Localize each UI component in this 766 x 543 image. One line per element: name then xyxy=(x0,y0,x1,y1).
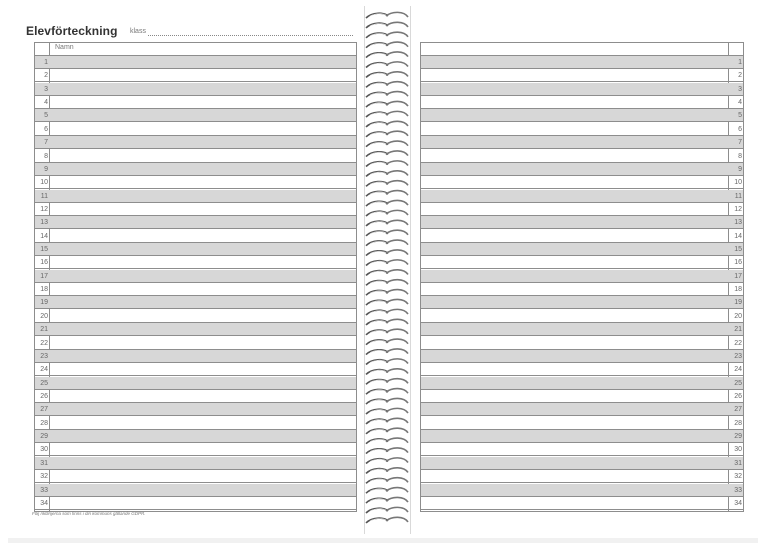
table-row[interactable] xyxy=(421,96,743,109)
table-row[interactable] xyxy=(421,296,743,309)
table-row[interactable] xyxy=(35,377,356,390)
row-number: 5 xyxy=(738,112,742,120)
row-number: 28 xyxy=(40,419,48,427)
spiral-coil xyxy=(366,230,408,236)
table-row[interactable] xyxy=(35,310,356,323)
row-number: 11 xyxy=(734,192,742,200)
row-number: 25 xyxy=(40,379,48,387)
row-number: 31 xyxy=(40,459,48,467)
spiral-coil xyxy=(366,309,408,315)
table-row[interactable] xyxy=(35,270,356,283)
table-row[interactable] xyxy=(35,163,356,176)
spiral-coil xyxy=(366,62,408,68)
table-row[interactable] xyxy=(421,136,743,149)
table-row[interactable] xyxy=(421,390,743,403)
spiral-coil xyxy=(366,418,408,424)
table-row[interactable] xyxy=(35,470,356,483)
table-row[interactable] xyxy=(35,230,356,243)
spiral-coil xyxy=(366,398,408,404)
spiral-coil xyxy=(366,339,408,345)
header-row xyxy=(35,43,356,56)
row-number: 12 xyxy=(734,205,742,213)
table-row[interactable] xyxy=(35,243,356,256)
row-number: 29 xyxy=(734,433,742,441)
table-row[interactable] xyxy=(421,56,743,69)
table-row[interactable] xyxy=(35,176,356,189)
row-number: 22 xyxy=(734,339,742,347)
spiral-coil xyxy=(366,181,408,187)
spiral-coil xyxy=(366,220,408,226)
spiral-coil xyxy=(366,22,408,28)
spiral-coil xyxy=(366,369,408,375)
row-number: 8 xyxy=(738,152,742,160)
spiral-coil xyxy=(366,42,408,48)
spiral-coil xyxy=(366,458,408,464)
table-row[interactable] xyxy=(421,69,743,82)
student-list-left xyxy=(34,42,357,512)
row-number: 9 xyxy=(738,165,742,173)
row-number: 34 xyxy=(40,499,48,507)
spiral-coil xyxy=(366,299,408,305)
footer-note: Följ riktlinjerna som finns i din kommuns gällande GDPR. xyxy=(32,511,146,516)
table-row[interactable] xyxy=(421,350,743,363)
row-number: 30 xyxy=(40,446,48,454)
row-number: 4 xyxy=(44,99,48,107)
spiral-coil xyxy=(366,507,408,513)
spiral-coil xyxy=(366,448,408,454)
table-row[interactable] xyxy=(35,403,356,416)
table-row[interactable] xyxy=(35,323,356,336)
student-list-right xyxy=(420,42,744,512)
spiral-coil xyxy=(366,280,408,286)
table-row[interactable] xyxy=(35,350,356,363)
row-number: 32 xyxy=(734,473,742,481)
spiral-coil xyxy=(366,270,408,276)
row-number: 24 xyxy=(734,366,742,374)
spiral-coil xyxy=(366,319,408,325)
spiral-coil xyxy=(366,468,408,474)
spiral-coil xyxy=(366,111,408,117)
klass-input-line[interactable] xyxy=(148,35,353,36)
table-row[interactable] xyxy=(421,270,743,283)
row-number: 29 xyxy=(40,433,48,441)
table-row[interactable] xyxy=(421,310,743,323)
row-number: 28 xyxy=(734,419,742,427)
row-number: 19 xyxy=(734,299,742,307)
row-number: 14 xyxy=(734,232,742,240)
table-row[interactable] xyxy=(421,337,743,350)
table-row[interactable] xyxy=(421,497,743,510)
name-column-header: Namn xyxy=(55,44,74,51)
row-number: 23 xyxy=(40,352,48,360)
row-number: 34 xyxy=(734,499,742,507)
table-row[interactable] xyxy=(35,109,356,122)
table-row[interactable] xyxy=(421,457,743,470)
row-number: 9 xyxy=(44,165,48,173)
spiral-coil xyxy=(366,121,408,127)
row-number: 18 xyxy=(40,286,48,294)
spiral-coil xyxy=(366,260,408,266)
spiral-coil xyxy=(366,52,408,58)
table-row[interactable] xyxy=(421,377,743,390)
spiral-coil xyxy=(366,379,408,385)
table-row[interactable] xyxy=(421,109,743,122)
table-row[interactable] xyxy=(421,203,743,216)
row-number: 16 xyxy=(40,259,48,267)
row-number: 26 xyxy=(40,393,48,400)
row-number: 13 xyxy=(734,219,742,227)
row-number: 3 xyxy=(738,85,742,93)
row-number: 17 xyxy=(40,272,48,280)
row-number: 7 xyxy=(44,139,48,147)
table-row[interactable] xyxy=(35,83,356,96)
row-number: 3 xyxy=(44,85,48,93)
spiral-coil xyxy=(366,161,408,167)
table-row[interactable] xyxy=(421,216,743,229)
spiral-coil xyxy=(366,240,408,246)
table-row[interactable] xyxy=(421,470,743,483)
spiral-coil xyxy=(366,101,408,107)
table-row[interactable] xyxy=(35,430,356,443)
table-row[interactable] xyxy=(35,283,356,296)
table-row[interactable] xyxy=(35,296,356,309)
spiral-coil xyxy=(366,82,408,88)
spiral-coil xyxy=(366,171,408,177)
spiral-coil xyxy=(366,359,408,365)
row-number: 2 xyxy=(738,72,742,80)
spiral-coil xyxy=(366,438,408,444)
spiral-coil xyxy=(366,497,408,503)
row-number: 10 xyxy=(40,179,48,187)
spiral-coil xyxy=(366,488,408,494)
row-number: 30 xyxy=(734,446,742,454)
spiral-coil xyxy=(366,389,408,395)
table-row[interactable] xyxy=(35,443,356,456)
spiral-coil xyxy=(366,250,408,256)
row-number: 7 xyxy=(738,139,742,147)
page-title: Elevförteckning xyxy=(26,24,118,38)
spiral-coil xyxy=(366,131,408,137)
row-number: 18 xyxy=(734,286,742,294)
row-number: 8 xyxy=(44,152,48,160)
row-number: 19 xyxy=(40,299,48,307)
table-row[interactable] xyxy=(35,337,356,350)
spiral-coil xyxy=(366,200,408,206)
spiral-coil xyxy=(366,329,408,335)
row-number: 26 xyxy=(734,393,742,400)
spiral-coil xyxy=(366,12,408,18)
row-number: 4 xyxy=(738,99,742,107)
table-row[interactable] xyxy=(421,323,743,336)
table-row[interactable] xyxy=(421,430,743,443)
table-row[interactable] xyxy=(35,484,356,497)
table-row[interactable] xyxy=(35,363,356,376)
row-number: 5 xyxy=(44,112,48,120)
table-row[interactable] xyxy=(421,443,743,456)
table-row[interactable] xyxy=(35,56,356,69)
row-number: 21 xyxy=(40,326,48,334)
table-row[interactable] xyxy=(421,190,743,203)
table-row[interactable] xyxy=(35,216,356,229)
table-row[interactable] xyxy=(35,256,356,269)
row-number: 27 xyxy=(734,406,742,414)
row-number: 33 xyxy=(40,486,48,494)
table-row[interactable] xyxy=(421,83,743,96)
table-row[interactable] xyxy=(421,163,743,176)
table-row[interactable] xyxy=(35,150,356,163)
row-number: 1 xyxy=(738,59,742,66)
table-row[interactable] xyxy=(421,256,743,269)
row-number: 6 xyxy=(44,125,48,133)
row-number: 32 xyxy=(40,473,48,481)
klass-label: klass xyxy=(130,28,146,35)
row-number: 23 xyxy=(734,352,742,360)
spiral-coil xyxy=(366,32,408,38)
table-row[interactable] xyxy=(421,417,743,430)
row-number: 20 xyxy=(40,312,48,320)
table-row[interactable] xyxy=(35,136,356,149)
spiral-coil xyxy=(366,428,408,434)
row-number: 20 xyxy=(734,312,742,320)
row-number: 15 xyxy=(734,246,742,254)
spiral-coil xyxy=(366,517,408,523)
row-number: 17 xyxy=(734,272,742,280)
table-row[interactable] xyxy=(421,123,743,136)
row-number: 25 xyxy=(734,379,742,387)
spiral-coil xyxy=(366,478,408,484)
row-number: 11 xyxy=(40,192,48,200)
table-row[interactable] xyxy=(35,497,356,510)
spiral-coil xyxy=(366,408,408,414)
table-row[interactable] xyxy=(421,283,743,296)
row-number: 21 xyxy=(734,326,742,334)
row-number: 16 xyxy=(734,259,742,267)
spiral-coil xyxy=(366,290,408,296)
row-number: 14 xyxy=(40,232,48,240)
table-row[interactable] xyxy=(35,417,356,430)
table-row[interactable] xyxy=(35,190,356,203)
table-row[interactable] xyxy=(35,123,356,136)
row-number: 27 xyxy=(40,406,48,414)
spiral-coil xyxy=(366,151,408,157)
table-row[interactable] xyxy=(421,150,743,163)
row-number: 15 xyxy=(40,246,48,254)
table-row[interactable] xyxy=(421,363,743,376)
header-row xyxy=(421,43,743,56)
table-row[interactable] xyxy=(421,230,743,243)
spiral-coil xyxy=(366,210,408,216)
row-number: 13 xyxy=(40,219,48,227)
row-number: 12 xyxy=(40,205,48,213)
page-edge-shadow xyxy=(8,538,758,543)
spiral-coil xyxy=(366,141,408,147)
spiral-coil xyxy=(366,349,408,355)
row-number: 6 xyxy=(738,125,742,133)
table-row[interactable] xyxy=(421,403,743,416)
row-number: 33 xyxy=(734,486,742,494)
table-row[interactable] xyxy=(35,69,356,82)
table-row[interactable] xyxy=(35,203,356,216)
row-number: 2 xyxy=(44,72,48,80)
row-number: 22 xyxy=(40,339,48,347)
table-row[interactable] xyxy=(35,96,356,109)
row-number: 31 xyxy=(734,459,742,467)
row-number: 24 xyxy=(40,366,48,374)
spiral-coil xyxy=(366,191,408,197)
table-row[interactable] xyxy=(421,243,743,256)
row-number: 1 xyxy=(44,59,48,66)
table-row[interactable] xyxy=(421,484,743,497)
spiral-binding xyxy=(364,8,410,528)
spiral-coil xyxy=(366,72,408,78)
table-row[interactable] xyxy=(421,176,743,189)
table-row[interactable] xyxy=(35,457,356,470)
table-row[interactable] xyxy=(35,390,356,403)
spiral-coil xyxy=(366,92,408,98)
row-number: 10 xyxy=(734,179,742,187)
